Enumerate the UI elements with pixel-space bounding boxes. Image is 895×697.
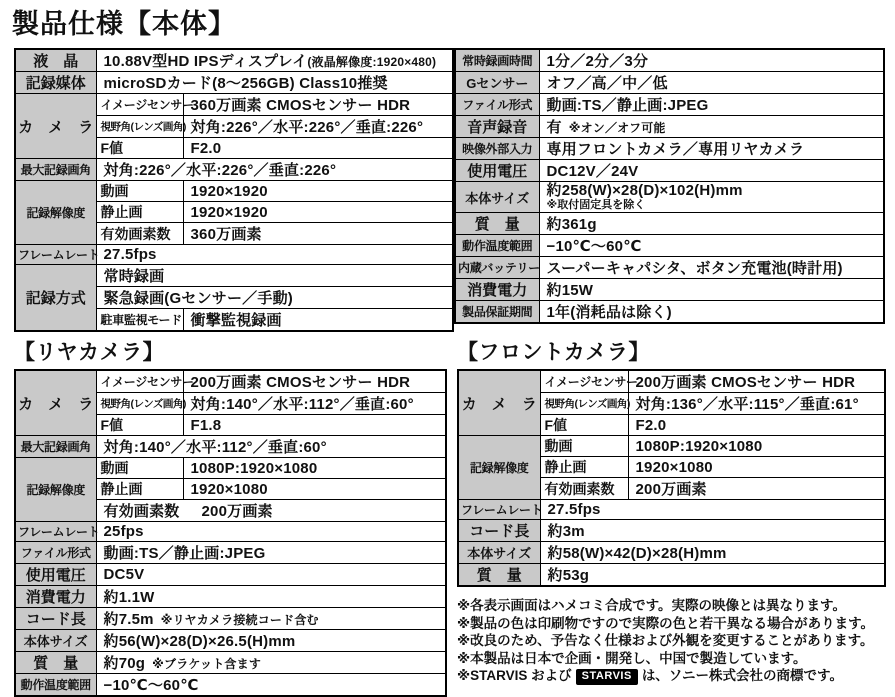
row-label: 最大記録画角: [15, 436, 96, 458]
table-row: [458, 542, 885, 564]
row-value: 1920×1080: [628, 457, 885, 478]
row-sub-label: 動画: [96, 458, 183, 479]
row-sub-label: 有効画素数: [540, 478, 628, 500]
table-row: [458, 520, 885, 542]
row-value: 対角:140°／水平:112°／垂直:60°: [96, 436, 446, 458]
row-value: [96, 652, 446, 674]
spec-table-main-right: [454, 48, 885, 324]
rear-camera-section: [14, 341, 447, 697]
row-sub-label: 視野角(レンズ画角): [96, 116, 183, 138]
table-row: [15, 72, 453, 94]
row-label: 音声録音: [455, 116, 539, 138]
row-value: 対角:226°／水平:226°／垂直:226°: [96, 159, 453, 181]
audio-rec-value: 有: [546, 119, 562, 136]
front-camera-section: [457, 341, 886, 685]
table-row: [15, 564, 446, 586]
row-sub-label: 動画: [540, 436, 628, 457]
row-sub-label: F値: [96, 415, 183, 436]
row-value: 1分／2分／3分: [539, 49, 884, 72]
table-row: [15, 608, 446, 630]
starvis-logo-badge: STARVIS: [576, 669, 638, 685]
row-value: 約1.1W: [96, 586, 446, 608]
row-value: 対角:140°／水平:112°／垂直:60°: [183, 393, 446, 415]
row-value: microSDカード(8～256GB) Class10推奨: [96, 72, 453, 94]
row-sub-label: 静止画: [96, 202, 183, 223]
row-label: フレームレート: [15, 522, 96, 542]
row-label: 記録解像度: [15, 458, 96, 522]
row-label: コード長: [15, 608, 96, 630]
row-value: F2.0: [628, 415, 885, 436]
row-sub-label: イメージセンサー: [96, 94, 183, 116]
table-row: [15, 159, 453, 181]
row-value: −10℃～60℃: [96, 674, 446, 697]
row-value: 約53g: [540, 564, 885, 587]
row-label: 使用電圧: [455, 160, 539, 182]
table-row: [455, 160, 884, 182]
row-value: DC5V: [96, 564, 446, 586]
row-label: 本体サイズ: [455, 182, 539, 213]
lcd-resolution-note: (液晶解像度:1920×480): [307, 55, 437, 69]
row-value: 200万画素 CMOSセンサー HDR: [183, 370, 446, 393]
table-row: [458, 370, 885, 393]
row-label: Gセンサー: [455, 72, 539, 94]
cord-length-note: ※リヤカメラ接続コード含む: [160, 613, 319, 627]
row-label: 本体サイズ: [15, 630, 96, 652]
spec-table-front-camera: [457, 369, 886, 587]
row-label: 使用電圧: [15, 564, 96, 586]
row-label: 動作温度範囲: [455, 235, 539, 257]
row-value: 1920×1080: [183, 479, 446, 500]
row-label: 質 量: [458, 564, 540, 587]
row-value: 対角:136°／水平:115°／垂直:61°: [628, 393, 885, 415]
row-value: スーパーキャパシタ、ボタン充電池(時計用): [539, 257, 884, 279]
row-value: [96, 500, 446, 522]
row-label: 本体サイズ: [458, 542, 540, 564]
lcd-value: 10.88V型HD IPSディスプレイ: [103, 53, 308, 70]
row-sub-label: 視野角(レンズ画角): [96, 393, 183, 415]
body-size-note: ※取付固定具を除く: [546, 199, 646, 211]
row-value: 常時録画: [96, 265, 453, 287]
row-value: F1.8: [183, 415, 446, 436]
table-row: [15, 458, 446, 479]
table-row: [15, 49, 453, 72]
effective-pixels-value: 200万画素: [201, 503, 273, 520]
table-row: [15, 630, 446, 652]
table-row: [15, 245, 453, 265]
row-value: [96, 608, 446, 630]
row-value: 約361g: [539, 213, 884, 235]
note-line: ※製品の色は印刷物ですので実際の色と若干異なる場合があります。: [457, 615, 875, 631]
row-label: 映像外部入力: [455, 138, 539, 160]
row-label: カ メ ラ: [15, 94, 96, 159]
row-sub-label: イメージセンサー: [540, 370, 628, 393]
trademark-suffix: は、ソニー株式会社の商標です。: [641, 668, 843, 683]
row-label: 動作温度範囲: [15, 674, 96, 697]
row-value: オフ／高／中／低: [539, 72, 884, 94]
row-label: 内蔵バッテリー: [455, 257, 539, 279]
row-sub-label: イメージセンサー: [96, 370, 183, 393]
row-sub-label: 動画: [96, 181, 183, 202]
table-row: [15, 370, 446, 393]
row-label: 質 量: [15, 652, 96, 674]
row-label: カ メ ラ: [15, 370, 96, 436]
row-sub-label: F値: [540, 415, 628, 436]
row-value: −10℃～60℃: [539, 235, 884, 257]
row-value: 緊急録画(Gセンサー／手動): [96, 287, 453, 309]
row-value: 1年(消耗品は除く): [539, 301, 884, 324]
table-row: [15, 542, 446, 564]
spec-table-main-left: [14, 48, 454, 332]
table-row: [15, 652, 446, 674]
table-row: [15, 522, 446, 542]
camera-spec-sections: [14, 341, 895, 697]
row-sub-label: 駐車監視モード: [96, 309, 183, 332]
row-value: DC12V／24V: [539, 160, 884, 182]
row-label: 消費電力: [15, 586, 96, 608]
table-row: [15, 265, 453, 287]
cord-length-value: 約7.5m: [103, 611, 154, 628]
table-row: [455, 138, 884, 160]
page-title: 製品仕様【本体】: [12, 9, 236, 39]
row-value: 約58(W)×42(D)×28(H)mm: [540, 542, 885, 564]
table-row: [455, 257, 884, 279]
note-line: ※改良のため、予告なく仕様および外観を変更することがあります。: [457, 633, 874, 648]
table-row: [455, 72, 884, 94]
row-label: 質 量: [455, 213, 539, 235]
row-label: 常時録画時間: [455, 49, 539, 72]
note-line: ※本製品は日本で企画・開発し、中国で製造しています。: [457, 650, 807, 666]
row-value: 1920×1920: [183, 181, 453, 202]
row-value: 約56(W)×28(D)×26.5(H)mm: [96, 630, 446, 652]
row-value: 動画:TS／静止画:JPEG: [96, 542, 446, 564]
table-row: [15, 674, 446, 697]
table-row: [458, 500, 885, 520]
body-size-value: 約258(W)×28(D)×102(H)mm: [546, 182, 743, 199]
table-row: [455, 49, 884, 72]
table-row: [455, 213, 884, 235]
row-value: 27.5fps: [96, 245, 453, 265]
row-label: 液 晶: [15, 49, 96, 72]
row-value: 約3m: [540, 520, 885, 542]
weight-note: ※ブラケット含ます: [152, 657, 262, 671]
row-value: 360万画素 CMOSセンサー HDR: [183, 94, 453, 116]
row-label: コード長: [458, 520, 540, 542]
row-sub-label: 静止画: [96, 479, 183, 500]
table-row: [15, 94, 453, 116]
row-value: 1080P:1920×1080: [183, 458, 446, 479]
row-label: ファイル形式: [15, 542, 96, 564]
row-label: フレームレート: [15, 245, 96, 265]
row-value: 360万画素: [183, 223, 453, 245]
row-label: 最大記録画角: [15, 159, 96, 181]
row-label: フレームレート: [458, 500, 540, 520]
row-value: 200万画素: [628, 478, 885, 500]
main-unit-spec-tables: [14, 48, 895, 332]
row-sub-label: F値: [96, 138, 183, 159]
table-row: [15, 436, 446, 458]
row-value: [539, 182, 884, 213]
row-label: 記録方式: [15, 265, 96, 332]
table-row: [458, 436, 885, 457]
row-label: 消費電力: [455, 279, 539, 301]
table-row: [15, 586, 446, 608]
table-row: [455, 301, 884, 324]
table-row: [455, 235, 884, 257]
row-label: カ メ ラ: [458, 370, 540, 436]
row-value: 動画:TS／静止画:JPEG: [539, 94, 884, 116]
table-row: [455, 94, 884, 116]
row-label: 製品保証期間: [455, 301, 539, 324]
footnotes: [457, 597, 886, 685]
row-value: 25fps: [96, 522, 446, 542]
table-row: [455, 279, 884, 301]
row-value: [539, 116, 884, 138]
row-value: 1920×1920: [183, 202, 453, 223]
row-label: 記録媒体: [15, 72, 96, 94]
row-value: 専用フロントカメラ／専用リヤカメラ: [539, 138, 884, 160]
table-row: [458, 564, 885, 587]
trademark-prefix: ※STARVIS および: [457, 668, 572, 683]
weight-value: 約70g: [103, 655, 146, 672]
note-line: ※各表示画面はハメコミ合成です。実際の映像とは異なります。: [457, 598, 846, 613]
row-value: [96, 49, 453, 72]
audio-rec-note: ※オン／オフ可能: [568, 121, 666, 135]
row-value: F2.0: [183, 138, 453, 159]
row-value: 対角:226°／水平:226°／垂直:226°: [183, 116, 453, 138]
row-value: 27.5fps: [540, 500, 885, 520]
effective-pixels-label: 有効画素数: [103, 503, 180, 520]
table-row: [455, 182, 884, 213]
row-label: ファイル形式: [455, 94, 539, 116]
row-value: 約15W: [539, 279, 884, 301]
table-row: [15, 181, 453, 202]
table-row: [455, 116, 884, 138]
note-line-trademark: [457, 667, 886, 685]
row-sub-label: 視野角(レンズ画角): [540, 393, 628, 415]
front-camera-title: 【フロントカメラ】: [457, 341, 650, 364]
row-label: 記録解像度: [458, 436, 540, 500]
row-value: 衝撃監視録画: [183, 309, 453, 332]
row-value: 1080P:1920×1080: [628, 436, 885, 457]
spec-table-rear-camera: [14, 369, 447, 697]
row-sub-label: 有効画素数: [96, 223, 183, 245]
rear-camera-title: 【リヤカメラ】: [14, 341, 165, 364]
row-sub-label: 静止画: [540, 457, 628, 478]
row-value: 200万画素 CMOSセンサー HDR: [628, 370, 885, 393]
row-label: 記録解像度: [15, 181, 96, 245]
